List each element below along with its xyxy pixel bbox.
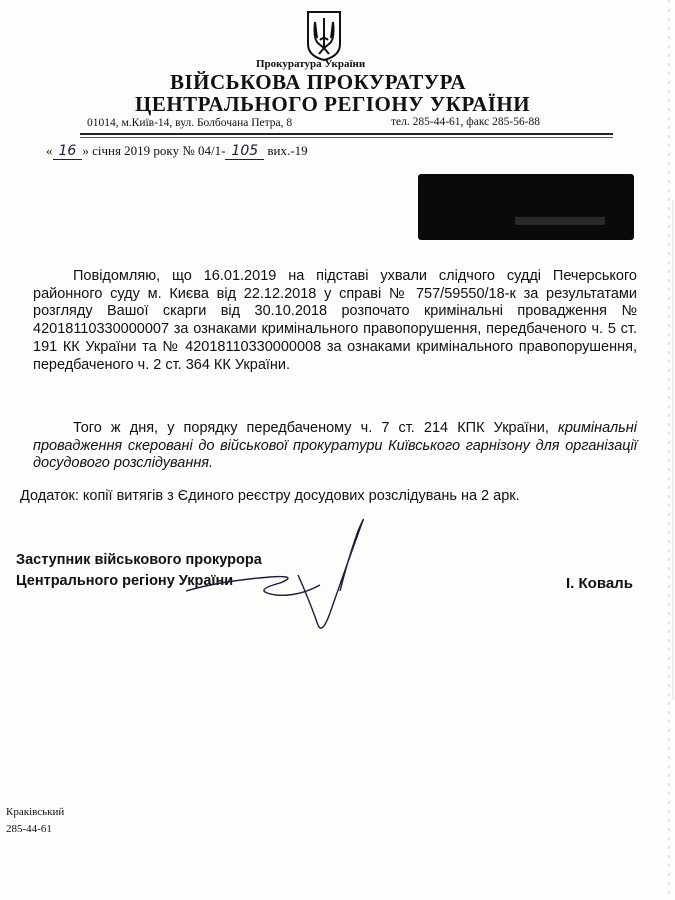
signatory-name: І. Коваль <box>566 575 633 592</box>
agency-address: 01014, м.Київ-14, вул. Болбочана Петра, 8 <box>87 117 293 129</box>
agency-parent-name: Прокуратура України <box>256 58 366 70</box>
paragraph2-text: Того ж дня, у порядку передбаченому ч. 7 ст. 214 КПК України, <box>73 420 558 436</box>
agency-name-line2: ЦЕНТРАЛЬНОГО РЕГІОНУ УКРАЇНИ <box>135 92 531 116</box>
agency-phone: тел. 285-44-61, факс 285-56-88 <box>391 116 541 128</box>
outgoing-number-handwritten: 105 <box>225 143 264 160</box>
body-paragraph-2 <box>33 420 637 473</box>
header-divider-thin <box>80 137 613 138</box>
redaction-bleed <box>515 217 605 225</box>
date-quote-close: » <box>82 143 89 158</box>
agency-name-line1: ВІЙСЬКОВА ПРОКУРАТУРА <box>170 70 466 94</box>
body-paragraph-1: Повідомляю, що 16.01.2019 на підставі ухвали слідчого судді Печерського районного суду м. Києва від 22.12.2018 у справі № 757/59550/18-к за результатами розгляду Вашої скарги від 30.10.2018 розпочато кримінальні провадження № 42018110330000007 за ознаками кримінального правопорушення, передбаченого ч. 5 ст. 191 КК України та № 42018110330000008 за ознаками кримінального правопорушення, передбаченого ч. 2 ст. 364 КК України. <box>33 268 637 373</box>
date-quote-open: « <box>46 143 53 158</box>
executor-name: Краківський <box>6 806 65 818</box>
executor-phone: 285-44-61 <box>6 823 52 835</box>
date-month-year: січня 2019 року № 04/1- <box>92 143 226 158</box>
outgoing-suffix: вих.-19 <box>267 143 308 158</box>
trident-emblem-icon <box>305 10 343 62</box>
signatory-position-line2: Центрального регіону України <box>16 573 234 589</box>
header-divider <box>80 133 613 135</box>
paragraph2-italic-text: кримінальні провадження скеровані до військової прокуратури Київського гарнізону для організації досудового розслідування. <box>33 420 637 472</box>
outgoing-number-line <box>46 143 308 160</box>
scan-edge-shadow <box>647 0 675 900</box>
attachment-note: Додаток: копії витягів з Єдиного реєстру досудових розслідувань на 2 арк. <box>20 488 520 504</box>
redacted-recipient-block <box>418 174 634 240</box>
signatory-position-line1: Заступник військового прокурора <box>16 552 262 568</box>
handwritten-signature <box>180 505 380 645</box>
date-day-handwritten: 16 <box>53 143 83 160</box>
